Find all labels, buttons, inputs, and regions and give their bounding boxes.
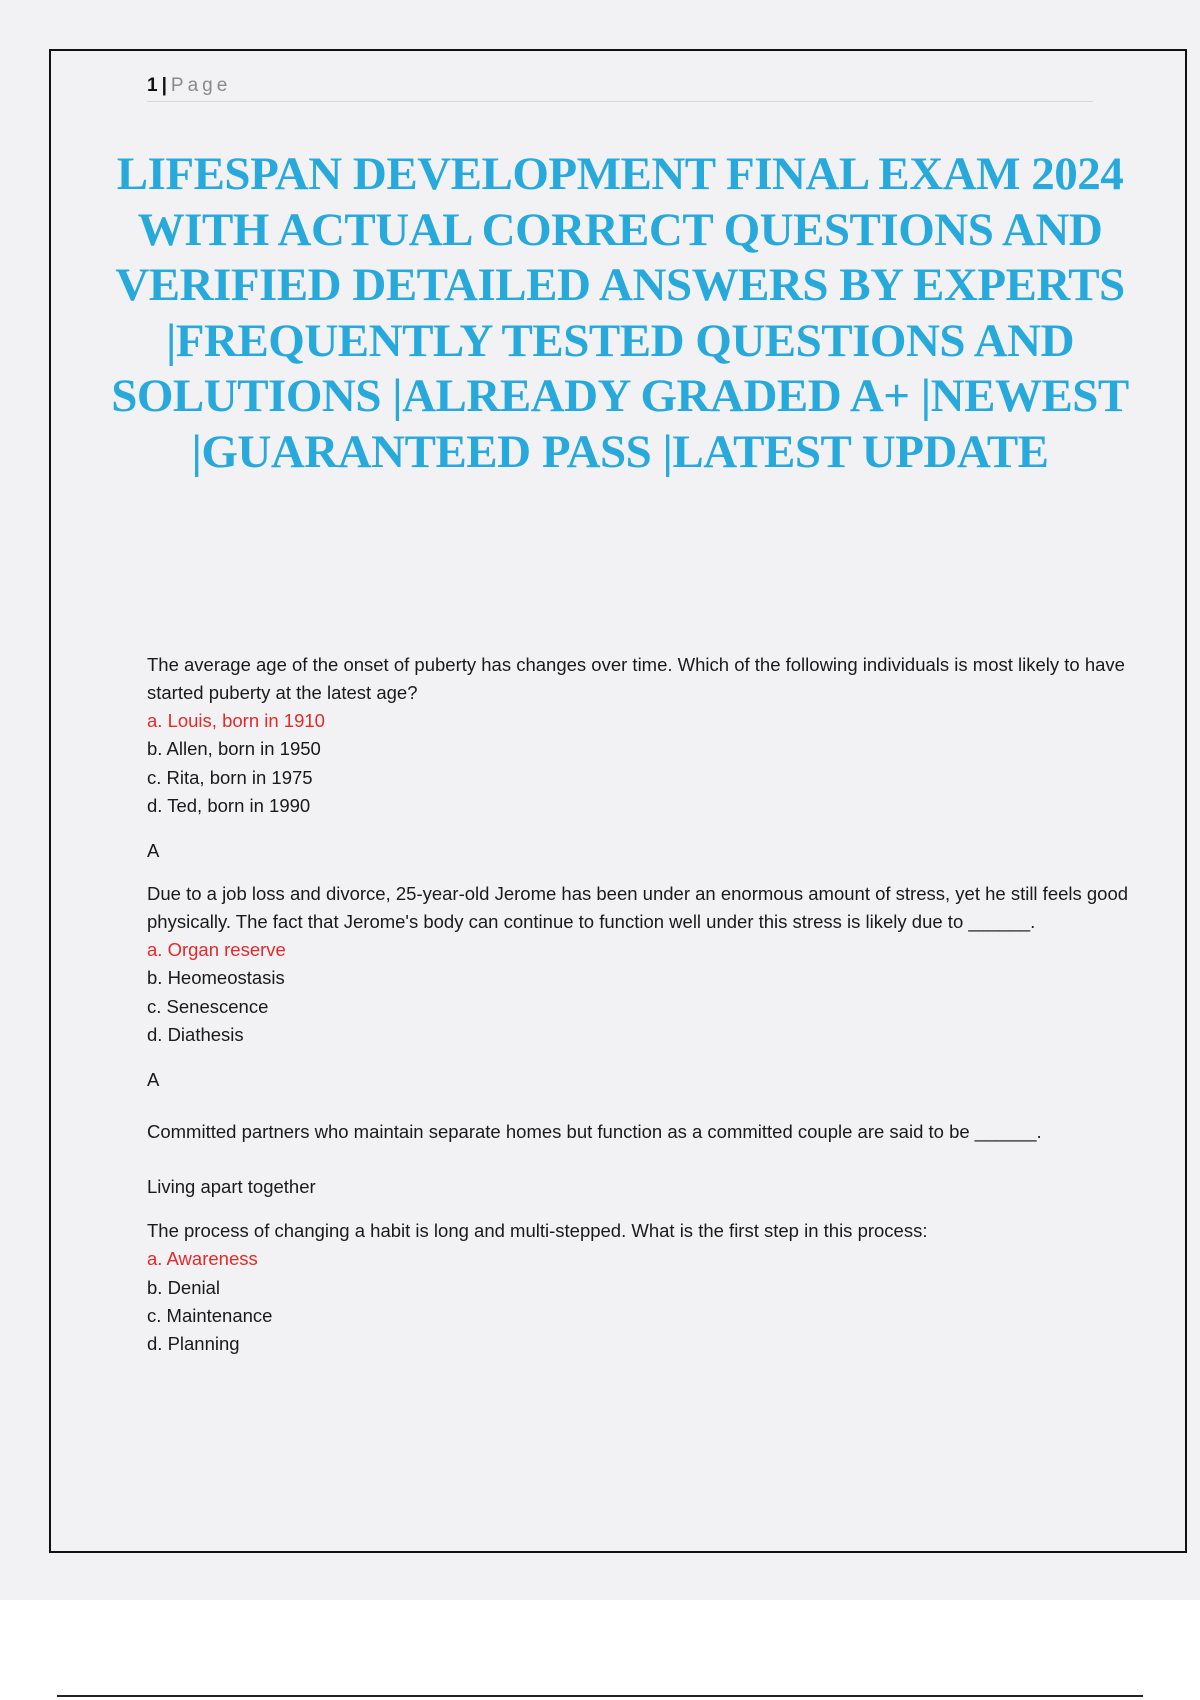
option: b. Allen, born in 1950 bbox=[147, 738, 321, 760]
option-list bbox=[147, 707, 1137, 820]
question-block-3 bbox=[147, 1109, 1137, 1201]
next-page-top-edge bbox=[57, 1695, 1143, 1697]
page-number: 1 bbox=[147, 75, 158, 96]
option: c. Rita, born in 1975 bbox=[147, 766, 313, 788]
option: b. Denial bbox=[147, 1276, 221, 1298]
page-separator: | bbox=[161, 75, 167, 96]
option: c. Senescence bbox=[147, 995, 269, 1017]
option-correct: a. Louis, born in 1910 bbox=[147, 710, 325, 731]
document-body bbox=[147, 651, 1137, 1359]
page-header bbox=[147, 75, 1093, 102]
option-list bbox=[147, 1245, 1137, 1358]
question-text: The average age of the onset of puberty has changes over time. Which of the following individuals is most likely to have started puberty at the latest age? bbox=[147, 654, 1125, 703]
question-text: Committed partners who maintain separate homes but function as a committed couple are said to be ______. bbox=[147, 1121, 1042, 1143]
option: d. Planning bbox=[147, 1333, 240, 1355]
option: c. Maintenance bbox=[147, 1304, 273, 1326]
option-correct: a. Awareness bbox=[147, 1248, 258, 1270]
question-block-4 bbox=[147, 1217, 1137, 1358]
option: b. Heomeostasis bbox=[147, 967, 285, 989]
document-page bbox=[49, 49, 1187, 1553]
page-word: Page bbox=[170, 75, 232, 96]
document-title: LIFESPAN DEVELOPMENT FINAL EXAM 2024 WITH ACTUAL CORRECT QUESTIONS AND VERIFIED DETAILED ANSWERS BY EXPERTS |FREQUENTLY TESTED QUESTIONS AND SOLUTIONS |ALREADY GRADED A+ |NEWEST |GUARANTEED PASS |LATEST UPDATE bbox=[111, 148, 1129, 478]
answer-text: Living apart together bbox=[147, 1176, 316, 1198]
answer-label: A bbox=[147, 840, 160, 862]
question-block-2 bbox=[147, 880, 1137, 1094]
answer-label: A bbox=[147, 1069, 160, 1091]
option: d. Ted, born in 1990 bbox=[147, 794, 311, 816]
option-list bbox=[147, 936, 1137, 1049]
option: d. Diathesis bbox=[147, 1024, 244, 1046]
option-correct: a. Organ reserve bbox=[147, 939, 286, 961]
question-text: The process of changing a habit is long and multi-stepped. What is the first step in this process: bbox=[147, 1220, 928, 1242]
question-block-1 bbox=[147, 651, 1137, 865]
question-text: Due to a job loss and divorce, 25-year-old Jerome has been under an enormous amount of stress, yet he still feels good physically. The fact that Jerome's body can continue to function well under this stress is likely due to ______. bbox=[147, 883, 1129, 933]
